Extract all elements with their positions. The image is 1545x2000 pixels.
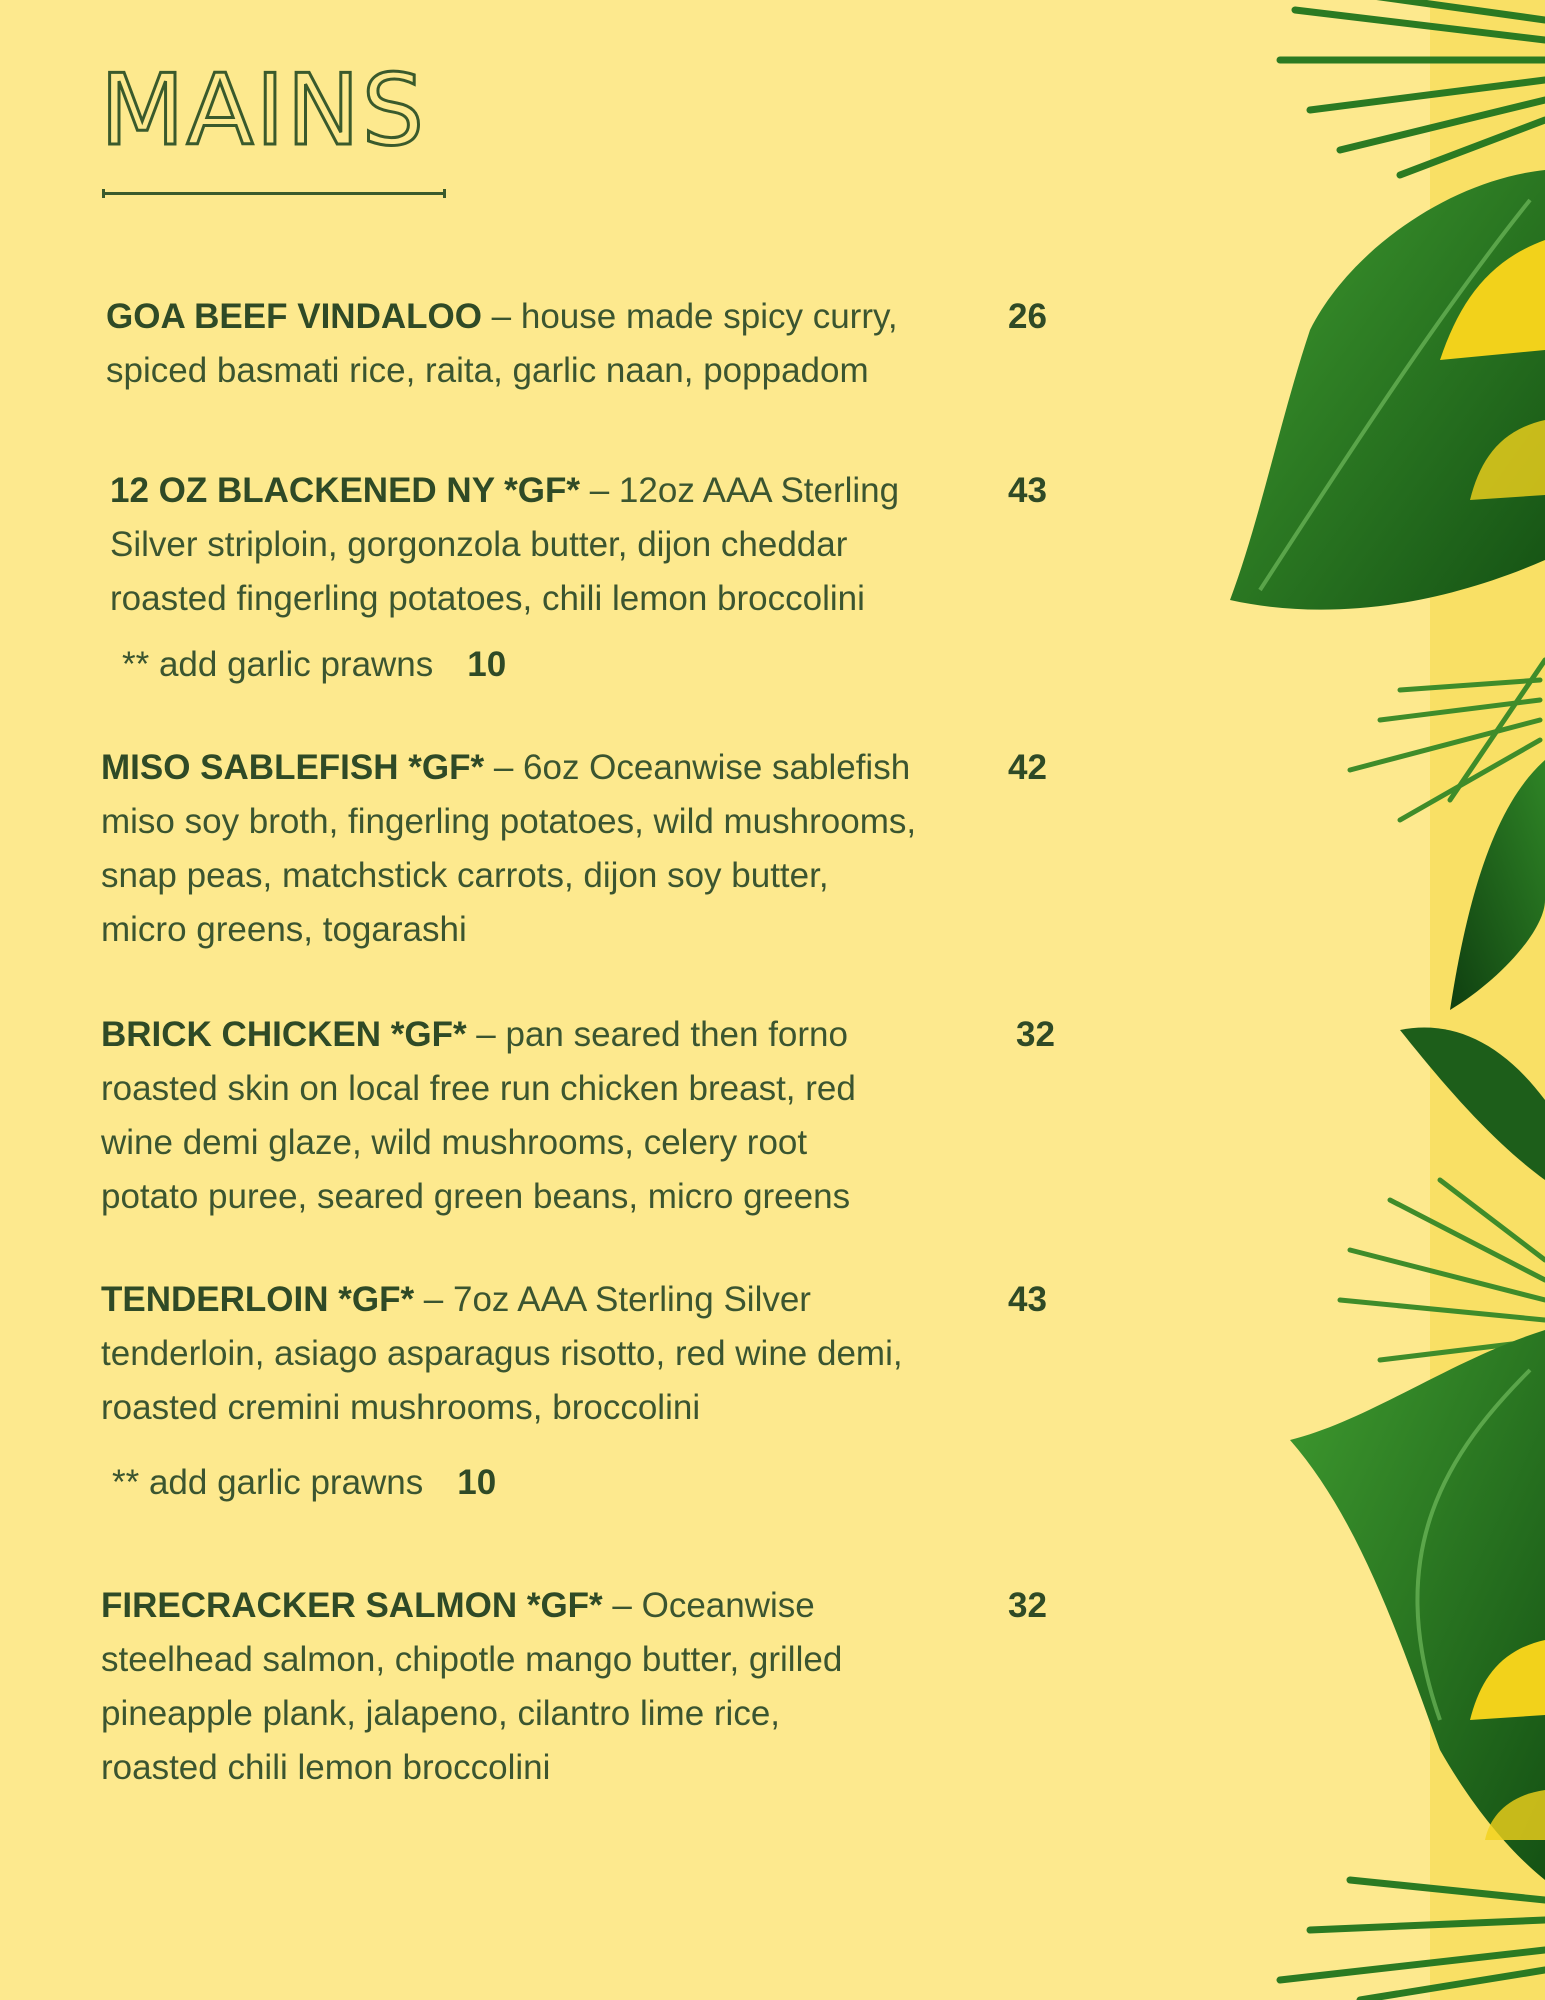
menu-item-first-line: GOA BEEF VINDALOO – house made spicy curry, (106, 297, 898, 336)
menu-item-desc-line: snap peas, matchstick carrots, dijon soy butter, (101, 856, 829, 895)
menu-item-tenderloin (101, 1273, 1101, 1435)
menu-item-desc-line: steelhead salmon, chipotle mango butter, grilled (101, 1640, 843, 1679)
menu-item-desc-line: 7oz AAA Sterling Silver (453, 1280, 811, 1319)
menu-item-desc-line: roasted skin on local free run chicken breast, red (101, 1069, 856, 1108)
addon-garlic-prawns (122, 638, 506, 692)
menu-item-desc-line: Silver striploin, gorgonzola butter, dijon cheddar (110, 525, 848, 564)
menu-item-firecracker-salmon (101, 1579, 1101, 1795)
menu-item-name: MISO SABLEFISH *GF* (101, 748, 485, 787)
menu-item-name: TENDERLOIN *GF* (101, 1280, 415, 1319)
menu-item-name: 12 OZ BLACKENED NY *GF* (110, 471, 580, 510)
menu-item-price: 43 (1008, 471, 1047, 510)
menu-item-price: 42 (1008, 748, 1047, 787)
addon-label: ** add garlic prawns (122, 645, 434, 684)
menu-item-price: 32 (1016, 1015, 1055, 1054)
menu-item-goa-beef-vindaloo (106, 290, 1106, 398)
menu-item-desc-line: potato puree, seared green beans, micro greens (101, 1177, 851, 1216)
menu-item-price: 43 (1008, 1280, 1047, 1319)
menu-item-price: 26 (1008, 297, 1047, 336)
addon-price: 10 (467, 645, 507, 684)
menu-item-desc-line: tenderloin, asiago asparagus risotto, red wine demi, (101, 1334, 903, 1373)
menu-item-desc-line: wine demi glaze, wild mushrooms, celery root (101, 1123, 808, 1162)
menu-item-desc-line: 12oz AAA Sterling (618, 471, 900, 510)
menu-item-desc-line: micro greens, togarashi (101, 910, 467, 949)
menu-item-desc-line: pan seared then forno (505, 1015, 848, 1054)
menu-item-desc-line: 6oz Oceanwise sablefish (523, 748, 911, 787)
addon-garlic-prawns (112, 1456, 496, 1510)
title-underline (102, 192, 446, 195)
menu-item-desc-line: house made spicy curry, (520, 297, 898, 336)
menu-item-first-line: BRICK CHICKEN *GF* – pan seared then forno (101, 1015, 848, 1054)
tropical-leaves-decoration (1200, 0, 1545, 2000)
menu-item-desc-line: spiced basmati rice, raita, garlic naan, poppadom (106, 351, 869, 390)
menu-item-12oz-blackened-ny (110, 464, 1110, 626)
menu-item-desc-line: roasted fingerling potatoes, chili lemon broccolini (110, 579, 865, 618)
menu-item-desc-line: Oceanwise (641, 1586, 815, 1625)
page-title: MAINS (100, 54, 427, 168)
menu-item-first-line: MISO SABLEFISH *GF* – 6oz Oceanwise sablefish (101, 748, 911, 787)
menu-item-first-line: 12 OZ BLACKENED NY *GF* – 12oz AAA Sterling (110, 471, 900, 510)
menu-item-price: 32 (1008, 1586, 1047, 1625)
addon-label: ** add garlic prawns (112, 1463, 424, 1502)
menu-item-name: GOA BEEF VINDALOO (106, 297, 482, 336)
menu-item-miso-sablefish (101, 741, 1101, 957)
menu-item-brick-chicken (101, 1008, 1101, 1224)
menu-item-desc-line: roasted cremini mushrooms, broccolini (101, 1388, 701, 1427)
menu-item-name: FIRECRACKER SALMON *GF* (101, 1586, 603, 1625)
menu-item-first-line: TENDERLOIN *GF* – 7oz AAA Sterling Silver (101, 1280, 811, 1319)
menu-item-first-line: FIRECRACKER SALMON *GF* – Oceanwise (101, 1586, 815, 1625)
menu-item-desc-line: miso soy broth, fingerling potatoes, wild mushrooms, (101, 802, 917, 841)
menu-item-desc-line: roasted chili lemon broccolini (101, 1748, 551, 1787)
addon-price: 10 (457, 1463, 497, 1502)
menu-item-desc-line: pineapple plank, jalapeno, cilantro lime rice, (101, 1694, 781, 1733)
menu-item-name: BRICK CHICKEN *GF* (101, 1015, 467, 1054)
